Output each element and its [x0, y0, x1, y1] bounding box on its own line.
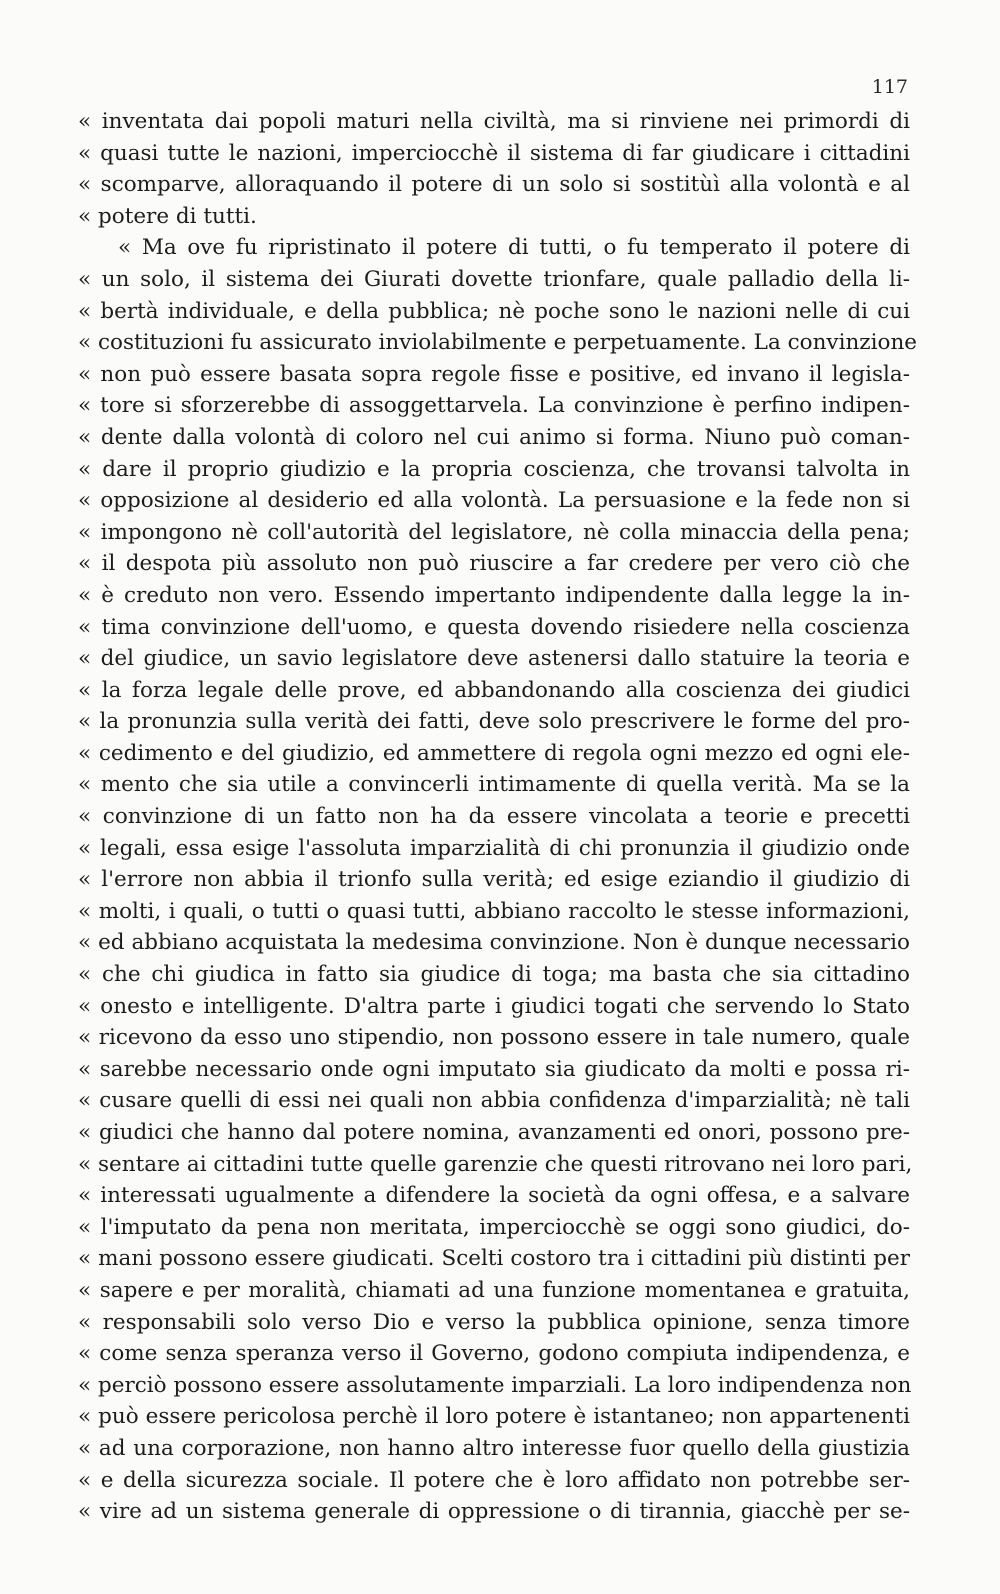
text-line: « che chi giudica in fatto sia giudice di toga; ma basta che sia cittadino — [78, 962, 910, 988]
text-line: « opposizione al desiderio ed alla volontà. La persuasione e la fede non si — [78, 488, 910, 514]
text-line: « il despota più assoluto non può riuscire a far credere per vero ciò che — [78, 551, 910, 577]
text-line: « dare il proprio giudizio e la propria coscienza, che trovansi talvolta in — [78, 456, 910, 482]
text-line: « responsabili solo verso Dio e verso la pubblica opinione, senza timore — [78, 1309, 910, 1335]
text-line: « l'errore non abbia il trionfo sulla verità; ed esige eziandio il giudizio di — [78, 867, 910, 893]
text-line: « dente dalla volontà di coloro nel cui animo si forma. Niuno può coman- — [78, 424, 910, 450]
text-line: « inventata dai popoli maturi nella civiltà, ma si rinviene nei primordi di — [78, 109, 910, 134]
text-line: « un solo, il sistema dei Giurati dovette trionfare, quale palladio della li- — [78, 266, 910, 292]
text-line: « l'imputato da pena non meritata, imperciocchè se oggi sono giudici, do- — [78, 1214, 910, 1240]
text-line: « interessati ugualmente a difendere la società da ogni offesa, e a salvare — [78, 1183, 910, 1209]
text-line: « vire ad un sistema generale di oppressione o di tirannia, giacchè per se- — [78, 1499, 910, 1525]
text-line: « onesto e intelligente. D'altra parte i giudici togati che servendo lo Stato — [78, 993, 910, 1019]
text-line: « perciò possono essere assolutamente imparziali. La loro indipendenza non — [78, 1372, 912, 1398]
text-line: « cedimento e del giudizio, ed ammettere di regola ogni mezzo ed ogni ele- — [78, 740, 910, 766]
text-line: « tima convinzione dell'uomo, e questa dovendo risiedere nella coscienza — [78, 614, 910, 640]
text-line: « ad una corporazione, non hanno altro interesse fuor quello della giustizia — [78, 1435, 910, 1461]
text-line: « sarebbe necessario onde ogni imputato sia giudicato da molti e possa ri- — [78, 1056, 910, 1082]
text-line: « Ma ove fu ripristinato il potere di tutti, o fu temperato il potere di — [118, 235, 910, 261]
text-line: « scomparve, alloraquando il potere di un solo si sostitùì alla volontà e al — [78, 172, 910, 198]
text-line: « bertà individuale, e della pubblica; nè poche sono le nazioni nelle di cui — [78, 298, 910, 324]
text-line: « la forza legale delle prove, ed abbandonando alla coscienza dei giudici — [78, 677, 910, 703]
text-line: « mani possono essere giudicati. Scelti costoro tra i cittadini più distinti per — [78, 1246, 910, 1272]
text-line: « sapere e per moralità, chiamati ad una funzione momentanea e gratuita, — [78, 1277, 910, 1303]
text-line: « come senza speranza verso il Governo, godono compiuta indipendenza, e — [78, 1341, 910, 1367]
text-line: « tore si sforzerebbe di assoggettarvela. La convinzione è perfino indipen- — [78, 393, 910, 419]
text-line: « mento che sia utile a convincerli intimamente di quella verità. Ma se la — [78, 772, 910, 798]
text-line: « giudici che hanno dal potere nomina, avanzamenti ed onori, possono pre- — [78, 1120, 910, 1145]
text-line: « convinzione di un fatto non ha da essere vincolata a teorie e precetti — [78, 804, 910, 830]
text-line: « impongono nè coll'autorità del legislatore, nè colla minaccia della pena; — [78, 519, 910, 545]
text-line: « molti, i quali, o tutti o quasi tutti, abbiano raccolto le stesse informazioni, — [78, 898, 910, 924]
text-line: « quasi tutte le nazioni, imperciocchè il sistema di far giudicare i cittadini — [78, 140, 910, 166]
text-line: « non può essere basata sopra regole fisse e positive, ed invano il legisla- — [78, 361, 910, 387]
text-line: « cusare quelli di essi nei quali non abbia confidenza d'imparzialità; nè tali — [78, 1088, 910, 1114]
text-line: « legali, essa esige l'assoluta imparzialità di chi pronunzia il giudizio onde — [78, 835, 910, 861]
body-text — [78, 106, 918, 1528]
text-line: « potere di tutti. — [78, 203, 257, 229]
text-line: « ricevono da esso uno stipendio, non possono essere in tale numero, quale — [78, 1025, 910, 1051]
text-line: « del giudice, un savio legislatore deve astenersi dallo statuire la teoria e — [78, 646, 910, 672]
page-number: 117 — [871, 76, 908, 98]
text-line: « costituzioni fu assicurato inviolabilmente e perpetuamente. La convinzione — [78, 330, 918, 356]
text-line: « ed abbiano acquistata la medesima convinzione. Non è dunque necessario — [78, 930, 910, 956]
text-line: « e della sicurezza sociale. Il potere che è loro affidato non potrebbe ser- — [78, 1467, 910, 1493]
text-line: « sentare ai cittadini tutte quelle garenzie che questi ritrovano nei loro pari, — [78, 1151, 913, 1177]
text-line: « può essere pericolosa perchè il loro potere è istantaneo; non appartenenti — [78, 1404, 910, 1430]
text-line: « è creduto non vero. Essendo impertanto indipendente dalla legge la in- — [78, 582, 910, 608]
text-line: « la pronunzia sulla verità dei fatti, deve solo prescrivere le forme del pro- — [78, 709, 910, 735]
